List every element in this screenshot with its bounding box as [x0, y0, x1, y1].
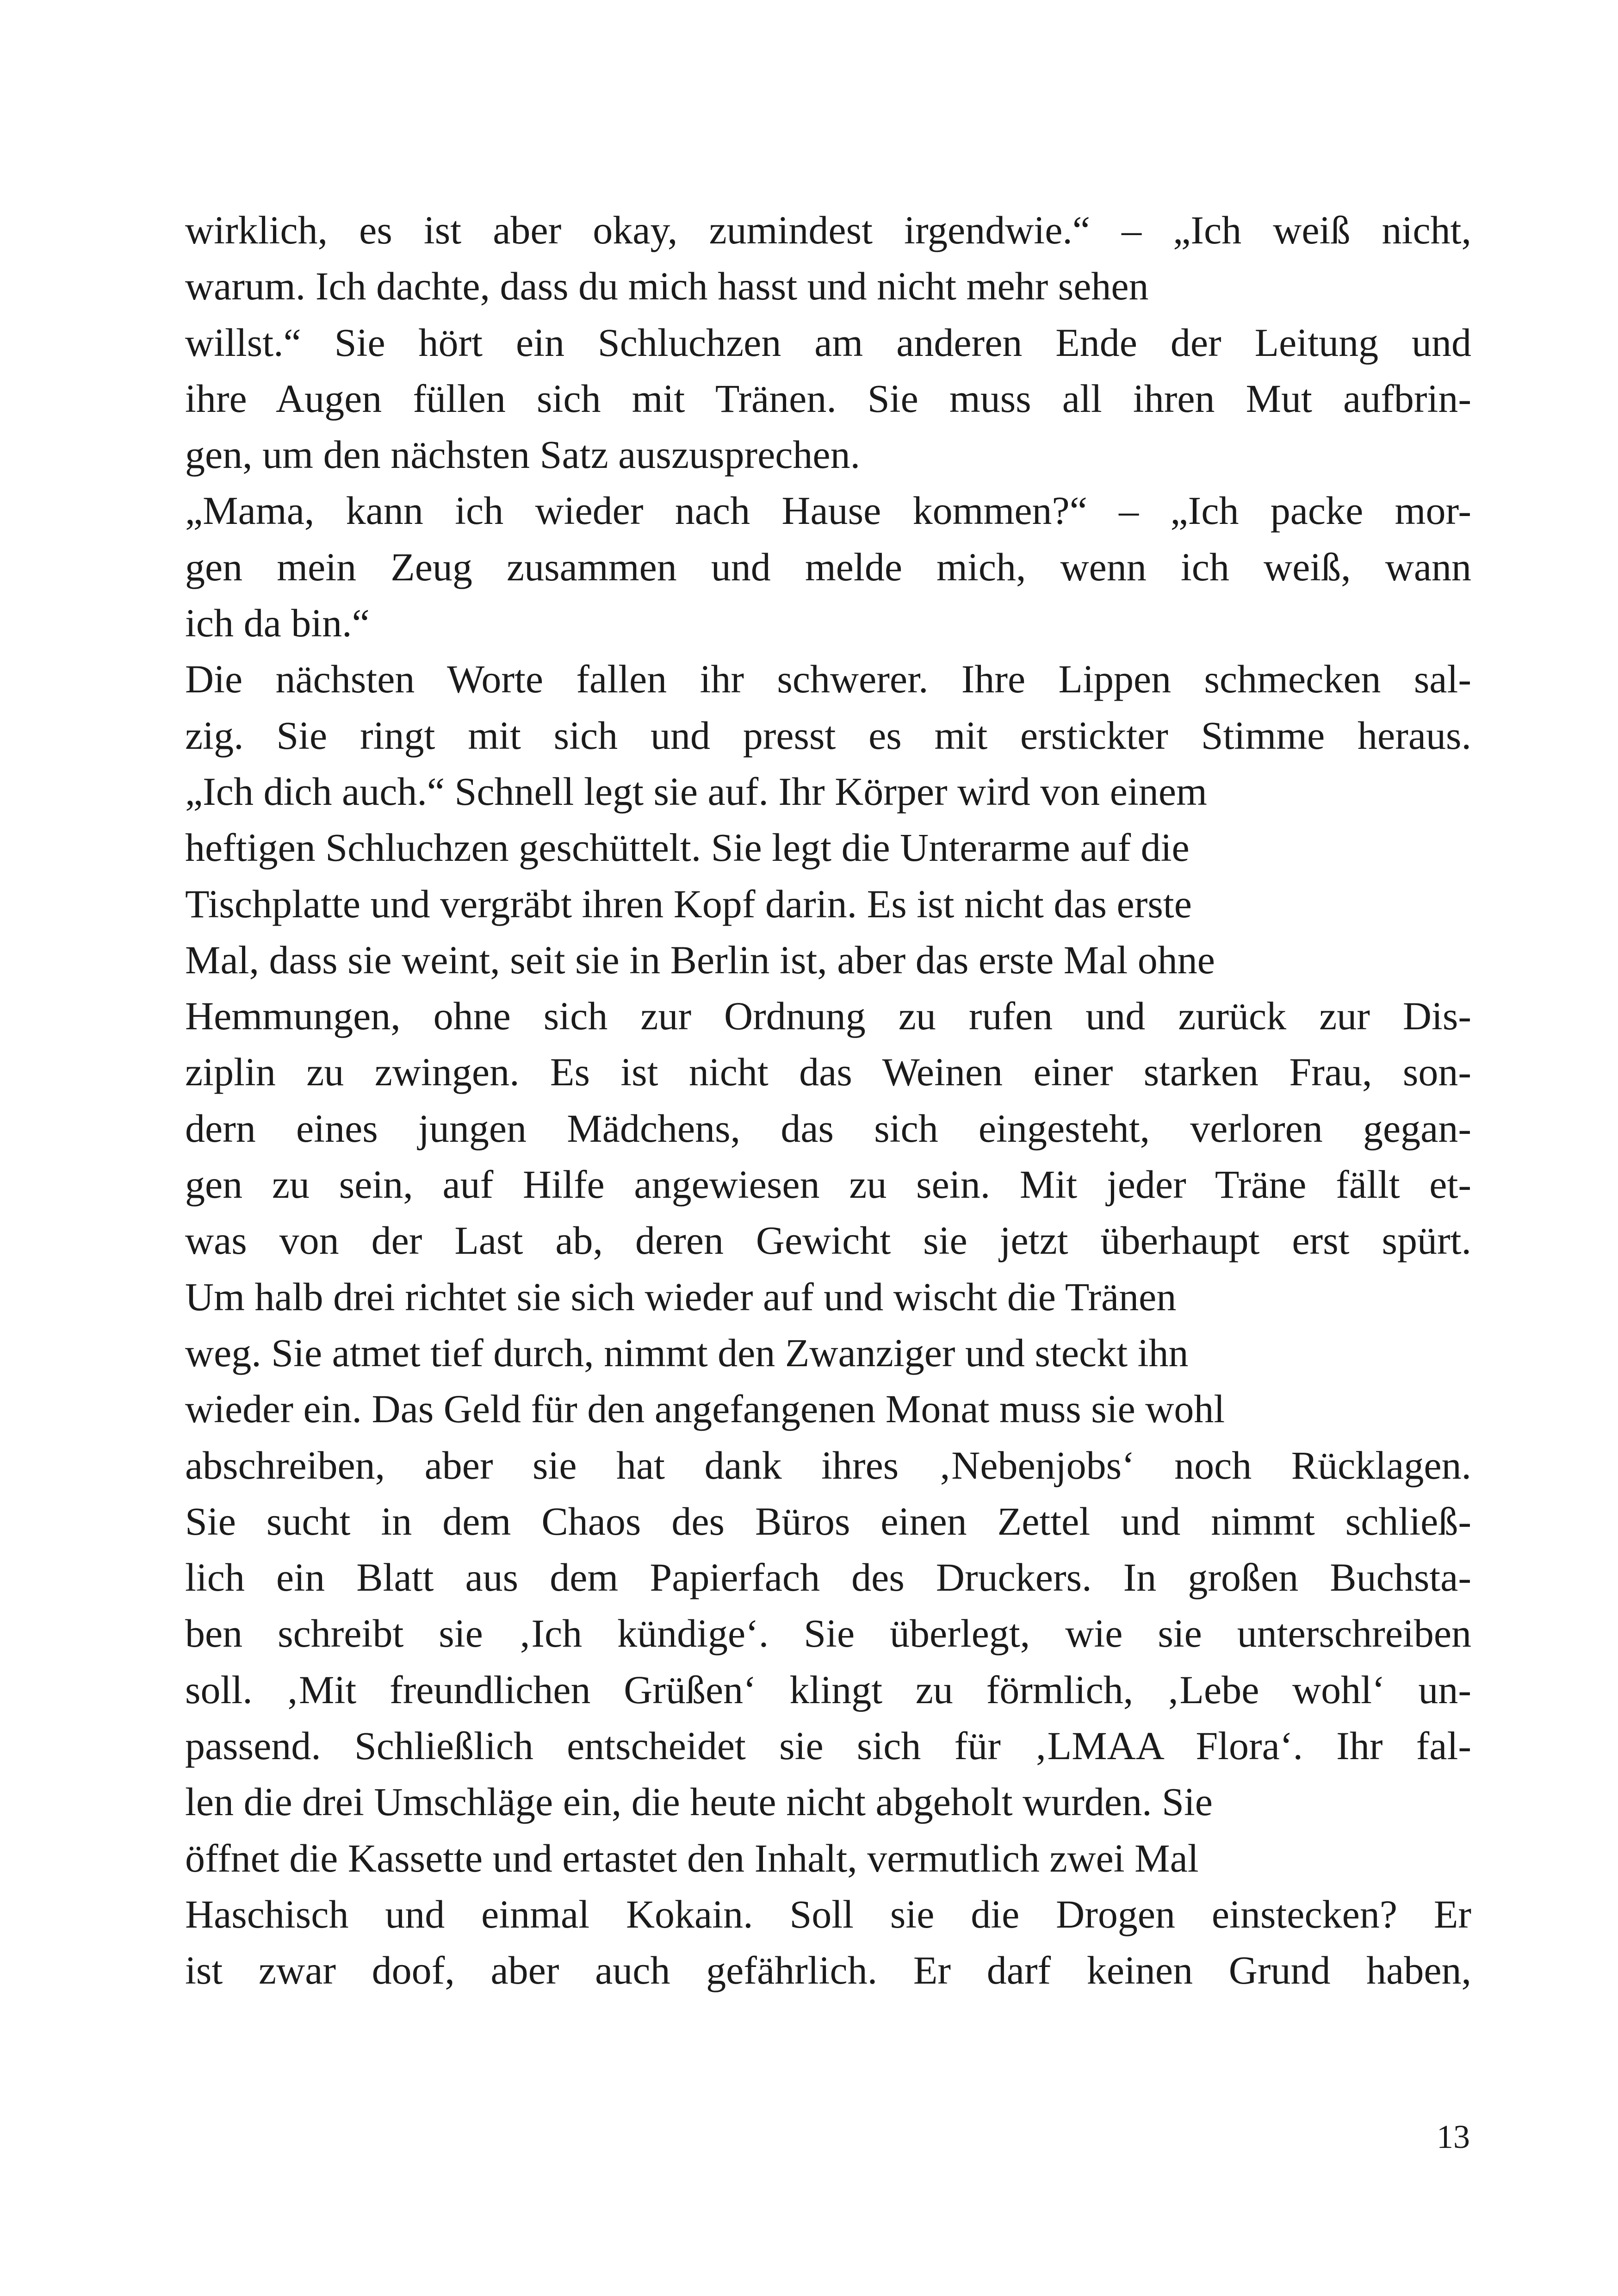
- text-line: Sie sucht in dem Chaos des Büros einen Zettel und nimmt schließ-: [185, 1499, 1471, 1543]
- text-line: „Mama, kann ich wieder nach Hause kommen?“ – „Ich packe mor-: [185, 488, 1471, 533]
- text-line: was von der Last ab, deren Gewicht sie jetzt überhaupt erst spürt.: [185, 1218, 1471, 1263]
- text-line: Um halb drei richtet sie sich wieder auf und wischt die Tränen: [185, 1274, 1177, 1319]
- body-text: [185, 202, 1471, 1999]
- text-line: dern eines jungen Mädchens, das sich eingesteht, verloren gegan-: [185, 1106, 1471, 1151]
- text-line: soll. ‚Mit freundlichen Grüßen‘ klingt zu förmlich, ‚Lebe wohl‘ un-: [185, 1667, 1471, 1712]
- text-line: Mal, dass sie weint, seit sie in Berlin ist, aber das erste Mal ohne: [185, 937, 1215, 982]
- text-line: öffnet die Kassette und ertastet den Inhalt, vermutlich zwei Mal: [185, 1836, 1199, 1880]
- text-line: gen mein Zeug zusammen und melde mich, wenn ich weiß, wann: [185, 544, 1471, 589]
- text-line: len die drei Umschläge ein, die heute nicht abgeholt wurden. Sie: [185, 1780, 1213, 1824]
- text-line: ihre Augen füllen sich mit Tränen. Sie muss all ihren Mut aufbrin-: [185, 376, 1471, 421]
- text-line: ich da bin.“: [185, 601, 370, 646]
- text-line: Hemmungen, ohne sich zur Ordnung zu rufen und zurück zur Dis-: [185, 994, 1471, 1039]
- text-line: ziplin zu zwingen. Es ist nicht das Weinen einer starken Frau, son-: [185, 1050, 1471, 1095]
- text-line: zig. Sie ringt mit sich und presst es mit erstickter Stimme heraus.: [185, 713, 1471, 758]
- text-line: warum. Ich dachte, dass du mich hasst und nicht mehr sehen: [185, 264, 1149, 309]
- text-line: gen zu sein, auf Hilfe angewiesen zu sein. Mit jeder Träne fällt et-: [185, 1162, 1471, 1207]
- text-line: ben schreibt sie ‚Ich kündige‘. Sie überlegt, wie sie unterschreiben: [185, 1611, 1471, 1656]
- text-line: Tischplatte und vergräbt ihren Kopf darin. Es ist nicht das erste: [185, 881, 1192, 926]
- text-line: Haschisch und einmal Kokain. Soll sie die Drogen einstecken? Er: [185, 1892, 1471, 1936]
- text-line: gen, um den nächsten Satz auszusprechen.: [185, 432, 861, 477]
- text-line: weg. Sie atmet tief durch, nimmt den Zwanziger und steckt ihn: [185, 1330, 1189, 1375]
- text-line: passend. Schließlich entscheidet sie sich für ‚LMAA Flora‘. Ihr fal-: [185, 1724, 1471, 1768]
- text-line: wieder ein. Das Geld für den angefangenen Monat muss sie wohl: [185, 1387, 1225, 1431]
- text-line: „Ich dich auch.“ Schnell legt sie auf. Ihr Körper wird von einem: [185, 769, 1207, 814]
- page-number: 13: [1437, 2118, 1470, 2155]
- text-line: Die nächsten Worte fallen ihr schwerer. Ihre Lippen schmecken sal-: [185, 657, 1471, 702]
- text-line: willst.“ Sie hört ein Schluchzen am anderen Ende der Leitung und: [185, 320, 1471, 365]
- text-line: wirklich, es ist aber okay, zumindest irgendwie.“ – „Ich weiß nicht,: [185, 208, 1471, 252]
- text-line: ist zwar doof, aber auch gefährlich. Er darf keinen Grund haben,: [185, 1948, 1471, 1993]
- text-line: heftigen Schluchzen geschüttelt. Sie legt die Unterarme auf die: [185, 825, 1190, 870]
- text-line: lich ein Blatt aus dem Papierfach des Druckers. In großen Buchsta-: [185, 1555, 1471, 1600]
- text-line: abschreiben, aber sie hat dank ihres ‚Nebenjobs‘ noch Rücklagen.: [185, 1443, 1471, 1487]
